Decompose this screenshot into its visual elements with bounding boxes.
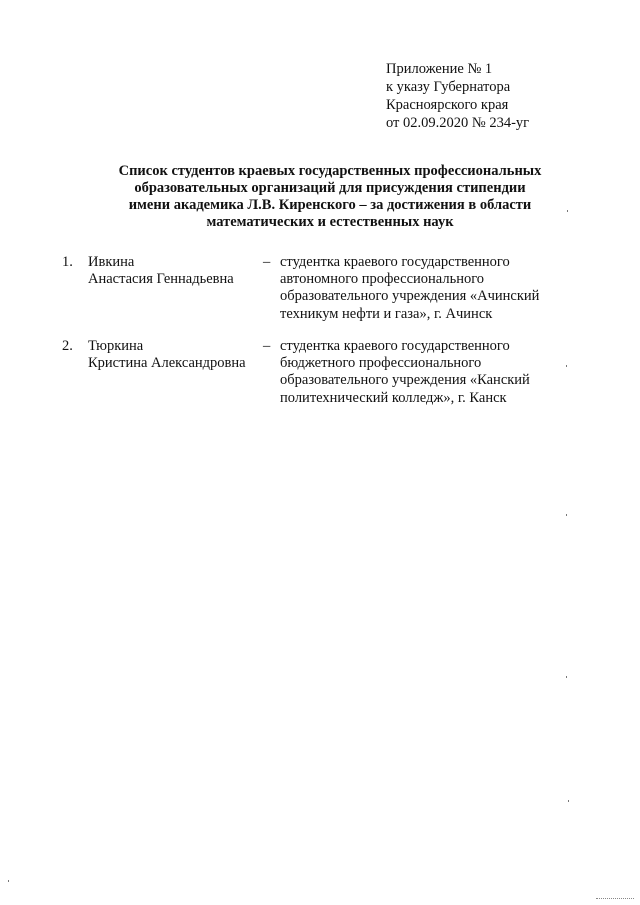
appendix-line: к указу Губернатора	[386, 79, 511, 95]
scan-speck	[568, 800, 569, 802]
scan-edge-mark	[596, 898, 634, 900]
title-line: имени академика Л.В. Киренского – за достижения в области	[128, 197, 532, 213]
description-line: образовательного учреждения «Ачинский	[280, 288, 540, 305]
student-given-names: Анастасия Геннадьевна	[88, 271, 234, 288]
description-line: автономного профессионального	[280, 271, 485, 288]
student-surname: Тюркина	[88, 338, 144, 354]
description-line: техникум нефти и газа», г. Ачинск	[280, 305, 493, 322]
scan-speck	[566, 676, 567, 678]
appendix-line: Красноярского края	[386, 97, 509, 113]
student-description	[280, 254, 580, 323]
student-description	[280, 338, 580, 407]
student-name	[88, 338, 246, 372]
description-line: образовательного учреждения «Канский	[280, 372, 530, 389]
student-given-names: Кристина Александровна	[88, 355, 246, 372]
entry-dash: –	[263, 338, 271, 354]
appendix-header	[386, 60, 529, 132]
entry-number: 2.	[62, 338, 73, 354]
student-name	[88, 254, 234, 288]
scan-speck	[8, 880, 9, 882]
student-surname: Ивкина	[88, 254, 135, 270]
scan-speck	[567, 210, 568, 212]
title-line: математических и естественных наук	[206, 214, 454, 230]
scan-speck	[566, 514, 567, 516]
description-line: политехнический колледж», г. Канск	[280, 389, 507, 406]
entry-dash: –	[263, 254, 271, 270]
description-line: студентка краевого государственного	[280, 254, 510, 270]
description-line: студентка краевого государственного	[280, 338, 510, 354]
document-title	[60, 163, 600, 231]
scan-speck	[566, 365, 567, 367]
appendix-line: Приложение № 1	[386, 61, 493, 77]
title-line: образовательных организаций для присуждения стипендии	[134, 180, 526, 196]
description-line: бюджетного профессионального	[280, 355, 482, 372]
appendix-line: от 02.09.2020 № 234-уг	[386, 115, 530, 131]
title-line: Список студентов краевых государственных профессиональных	[118, 163, 542, 179]
entry-number: 1.	[62, 254, 73, 270]
